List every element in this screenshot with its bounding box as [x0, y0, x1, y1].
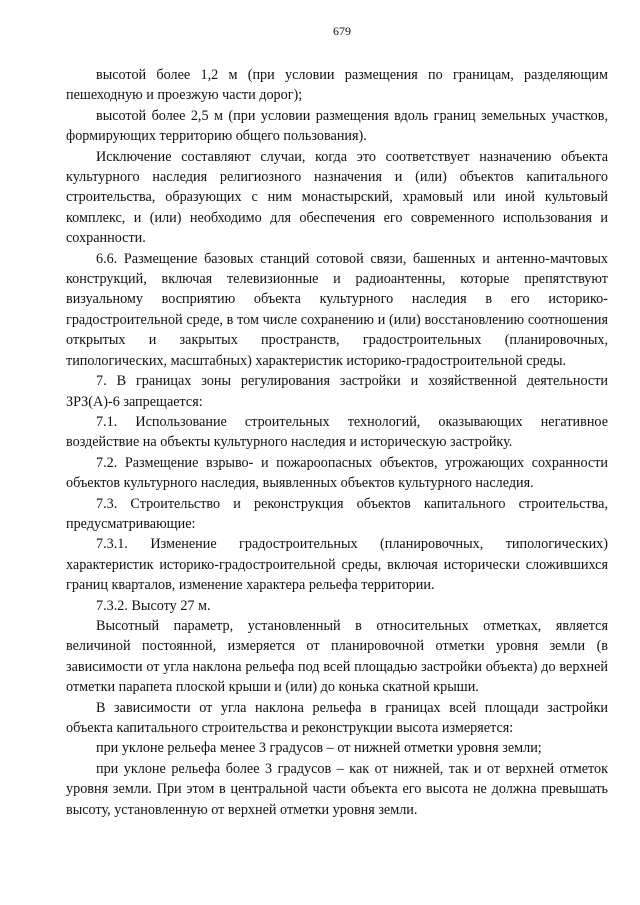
paragraph: 7.3. Строительство и реконструкция объектов капитального строительства, предусматривающие: [66, 495, 608, 532]
paragraph: 7.3.1. Изменение градостроительных (планировочных, типологических) характеристик историко-градостроительной среды, включая исторически сложившихся границ кварталов, изменение характера рельефа территории. [66, 536, 608, 594]
paragraph: высотой более 1,2 м (при условии размещения по границам, разделяющим пешеходную и проезжую части дорог); [66, 67, 608, 104]
paragraph: Высотный параметр, установленный в относительных отметках, является величиной постоянной, измеряется от планировочной отметки уровня земли (в зависимости от угла наклона рельефа под всей площадью застройки объекта) до верхней отметки парапета плоской крыши и (или) до конька скатной крыши. [66, 617, 608, 696]
paragraph: 7.3.2. Высоту 27 м. [96, 597, 211, 614]
paragraph: Исключение составляют случаи, когда это соответствует назначению объекта культурного наследия религиозного назначения и (или) объектов капитального строительства, образующих с ним монастырский, храмовый или иной культовый комплекс, и (или) необходимо для обеспечения его современного использования и сохранности. [66, 148, 608, 247]
page-number: 679 [333, 24, 351, 38]
paragraph: 6.6. Размещение базовых станций сотовой связи, башенных и антенно-мачтовых конструкций, включая телевизионные и радиоантенны, которые препятствуют визуальному восприятию объекта культурного наследия в его историко-градостроительной среде, в том числе сохранению и (или) восстановлению соотношения открытых и закрытых пространств, градостроительных (планировочных, типологических, масштабных) характеристик историко-градостроительной среды. [66, 250, 608, 369]
paragraph: при уклоне рельефа менее 3 градусов – от нижней отметки уровня земли; [96, 740, 542, 757]
paragraph: 7.2. Размещение взрыво- и пожароопасных объектов, угрожающих сохранности объектов культурного наследия, выявленных объектов культурного наследия. [66, 454, 608, 492]
paragraph: высотой более 2,5 м (при условии размещения вдоль границ земельных участков, формирующих территорию общего пользования). [66, 107, 608, 145]
paragraph: 7.1. Использование строительных технологий, оказывающих негативное воздействие на объекты культурного наследия и историческую застройку. [66, 413, 608, 451]
paragraph: при уклоне рельефа более 3 градусов – как от нижней, так и от верхней отметок уровня земли. При этом в центральной части объекта его высота не должна превышать высоту, установленную от верхней отметки уровня земли. [66, 760, 608, 818]
paragraph: 7. В границах зоны регулирования застройки и хозяйственной деятельности ЗРЗ(А)-6 запрещается: [66, 373, 608, 410]
paragraph: В зависимости от угла наклона рельефа в границах всей площади застройки объекта капитального строительства и реконструкции высота измеряется: [66, 699, 608, 736]
document-body [66, 65, 608, 820]
